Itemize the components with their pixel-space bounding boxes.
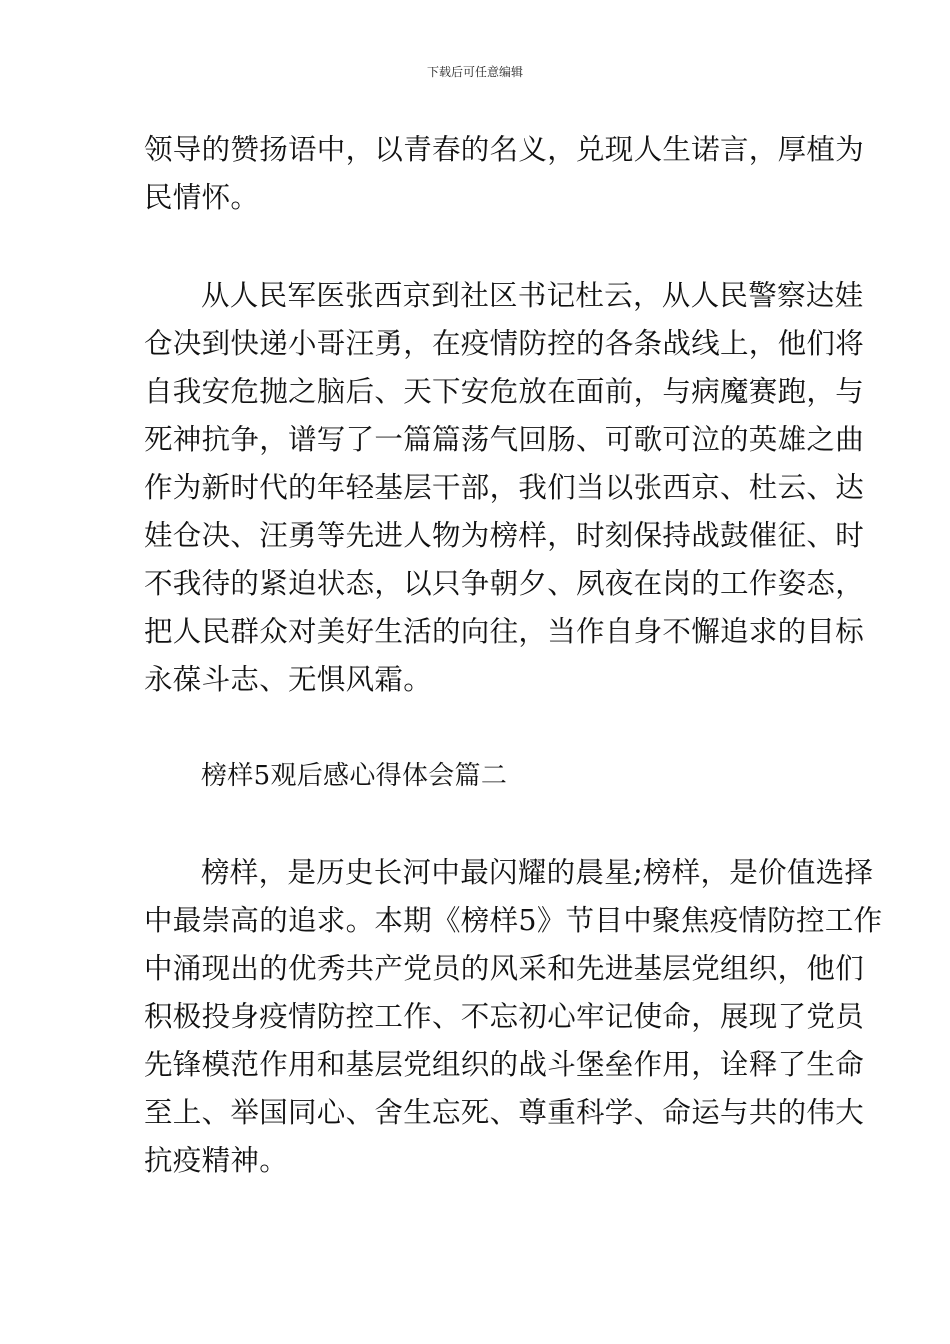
section-heading (144, 752, 808, 800)
section-title: 榜样5观后感心得体会篇二 (201, 761, 508, 791)
text-line: 死神抗争，谱写了一篇篇荡气回肠、可歌可泣的英雄之曲 (144, 423, 865, 456)
text-line: 中涌现出的优秀共产党员的风采和先进基层党组织，他们 (144, 952, 865, 985)
text-line: 作为新时代的年轻基层干部，我们当以张西京、杜云、达 (144, 471, 865, 504)
text-line: 自我安危抛之脑后、天下安危放在面前，与病魔赛跑，与 (144, 375, 865, 408)
paragraph-1 (144, 126, 865, 222)
text-line: 民情怀。 (144, 181, 260, 214)
text-line: 抗疫精神。 (144, 1144, 289, 1177)
text-line: 积极投身疫情防控工作、不忘初心牢记使命，展现了党员 (144, 1000, 865, 1033)
paragraph-2 (144, 272, 865, 704)
text-line: 娃仓决、汪勇等先进人物为榜样，时刻保持战鼓催征、时 (144, 519, 865, 552)
text-line: 领导的赞扬语中，以青春的名义，兑现人生诺言，厚植为 (144, 133, 865, 166)
text-line: 从人民军医张西京到社区书记杜云，从人民警察达娃 (201, 279, 864, 312)
text-line: 榜样，是历史长河中最闪耀的晨星;榜样，是价值选择 (201, 856, 874, 889)
text-line: 不我待的紧迫状态，以只争朝夕、夙夜在岗的工作姿态， (144, 567, 865, 600)
text-line: 永葆斗志、无惧风霜。 (144, 663, 433, 696)
paragraph-3 (144, 849, 883, 1185)
text-line: 先锋模范作用和基层党组织的战斗堡垒作用，诠释了生命 (144, 1048, 865, 1081)
text-line: 中最崇高的追求。本期《榜样5》节目中聚焦疫情防控工作 (144, 904, 883, 937)
text-line: 仓决到快递小哥汪勇，在疫情防控的各条战线上，他们将 (144, 327, 865, 360)
document-body (144, 126, 883, 1185)
text-line: 把人民群众对美好生活的向往，当作自身不懈追求的目标 (144, 615, 865, 648)
page-header-note: 下载后可任意编辑 (426, 65, 523, 79)
text-line: 至上、举国同心、舍生忘死、尊重科学、命运与共的伟大 (144, 1096, 865, 1129)
